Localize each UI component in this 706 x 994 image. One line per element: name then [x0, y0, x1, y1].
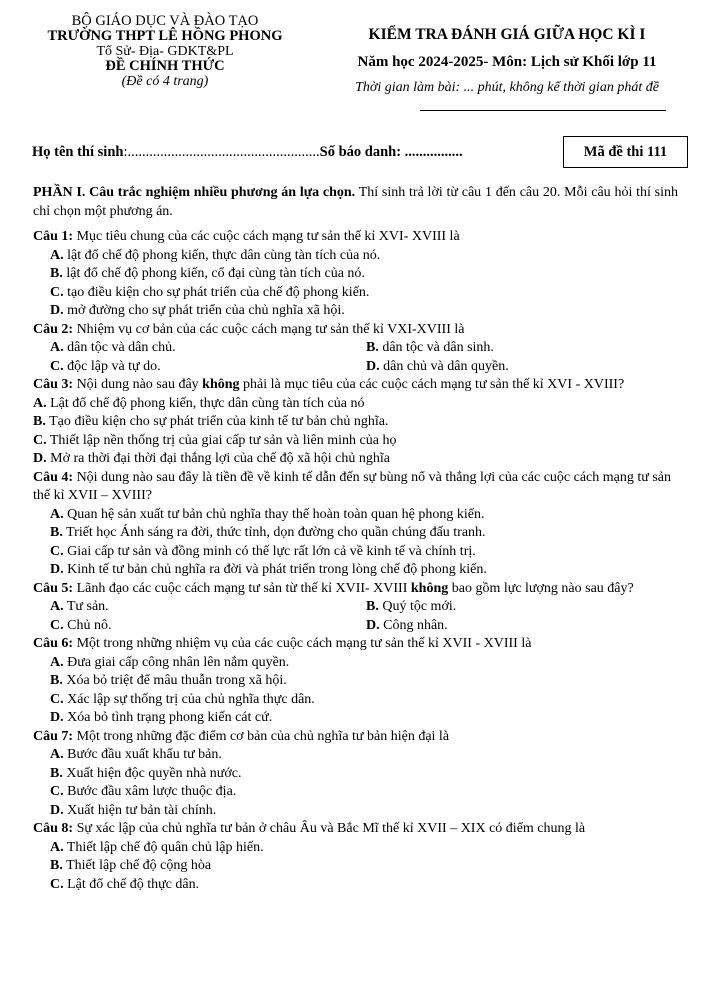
option-b: B. lật đổ chế độ phong kiến, cổ đại cùng tàn tích của nó. [50, 266, 365, 281]
part-instructions: Thí sinh trả lời từ câu 1 đến câu 20. Mỗi câu hỏi thí sinh chỉ chọn một phương án. [33, 185, 678, 219]
part-title: PHẦN I. Câu trắc nghiệm nhiều phương án lựa chọn. [33, 185, 356, 200]
question-3: Câu 3: Nội dung nào sau đây không phải là mục tiêu của các cuộc cách mạng tư sản thế kỉ XVI - XVIII? [33, 377, 625, 392]
option-c: C. Xác lập sự thống trị của chủ nghĩa thực dân. [50, 691, 315, 707]
official-label: ĐỀ CHÍNH THỨC [105, 58, 225, 74]
part-intro [33, 184, 678, 221]
question-number: Câu 7: [33, 728, 74, 744]
option-d: D. Xuất hiện tư bản tài chính. [50, 802, 217, 818]
header-left [20, 14, 310, 89]
question-text: Một trong những đặc điểm cơ bản của chủ nghĩa tư bản hiện đại là [73, 728, 450, 744]
option-d: D. Mở ra thời đại thời đại thắng lợi của chế độ xã hội chủ nghĩa [33, 451, 390, 466]
option-a: A. lật đổ chế độ phong kiến, thực dân cùng tàn tích của nó. [50, 247, 381, 263]
option-a: A. Bước đầu xuất khẩu tư bản. [50, 747, 222, 762]
question-7 [33, 728, 678, 747]
question-number: Câu 6: [33, 636, 74, 651]
question-2 [33, 321, 678, 340]
header-right [322, 24, 692, 99]
option-d: D. dân chủ và dân quyền. [366, 358, 509, 374]
option-a: A. Tư sản. [50, 599, 109, 614]
option-d: D. Công nhân. [366, 617, 448, 633]
question-text: Nội dung nào sau đây là tiền đề về kinh tế dẫn đến sự bùng nổ và thắng lợi của các cuộc cách mạng tư sản thế kỉ XVII – XVIII? [33, 469, 672, 503]
option-a: A. Thiết lập chế độ quân chủ lập hiến. [50, 839, 264, 855]
id-label: Số báo danh: [319, 144, 402, 160]
question-text: Mục tiêu chung của các cuộc cách mạng tư sản thế kỉ XVI- XVIII là [73, 229, 460, 244]
option-d: D. mở đường cho sự phát triển của chủ nghĩa xã hội. [50, 303, 345, 318]
negation-keyword: không [202, 377, 240, 392]
option-row [33, 358, 678, 377]
option-d: D. Xóa bỏ tình trạng phong kiến cát cứ. [50, 710, 273, 725]
option-a: A. dân tộc và dân chủ. [50, 340, 176, 355]
option-c: C. Lật đổ chế độ thực dân. [50, 876, 200, 892]
question-text: Một trong những nhiệm vụ của các cuộc cách mạng tư sản thế kỉ XVII - XVIII là [73, 636, 532, 651]
negation-keyword: không [410, 580, 449, 596]
question-8 [33, 820, 678, 839]
option-c: C. Giai cấp tư sản và đồng minh có thế lực rất lớn cả về kinh tế và chính trị. [50, 543, 476, 559]
question-6 [33, 635, 678, 654]
question-number: Câu 3: [33, 377, 74, 392]
student-info [32, 144, 463, 161]
option-row [33, 339, 678, 358]
option-b: B. Quý tộc mới. [366, 599, 457, 614]
option-a: A. Đưa giai cấp công nhân lên nắm quyền. [50, 654, 290, 670]
pages-note: (Đề có 4 trang) [121, 74, 209, 89]
question-number: Câu 4: [33, 469, 74, 485]
option-b: B. Xuất hiện độc quyền nhà nước. [50, 765, 242, 781]
header-divider [420, 110, 666, 111]
option-a: A. Lật đổ chế độ phong kiến, thực dân cùng tàn tích của nó [33, 395, 365, 411]
question-text: Sự xác lập của chủ nghĩa tư bản ở châu Âu và Bắc Mĩ thế kỉ XVII – XIX có điểm chung là [73, 821, 586, 836]
option-c: C. Bước đầu xâm lược thuộc địa. [50, 784, 237, 799]
option-b: B. Xóa bỏ triệt để mâu thuẫn trong xã hội. [50, 673, 287, 688]
option-b: B. Tạo điều kiện cho sự phát triển của kinh tế tư bản chủ nghĩa. [33, 414, 389, 429]
question-number: Câu 1: [33, 229, 74, 244]
question-number: Câu 8: [33, 821, 74, 836]
department-name: Tổ Sử- Địa- GDKT&PL [96, 44, 234, 59]
exam-code-box: Mã đề thi 111 [563, 136, 688, 168]
option-b: B. Thiết lập chế độ cộng hòa [50, 858, 212, 873]
option-b: B. dân tộc và dân sinh. [366, 340, 494, 355]
year-subject: Năm học 2024-2025- Môn: Lịch sử Khối lớp 11 [357, 54, 657, 70]
name-label: Họ tên thí sinh [32, 144, 124, 160]
option-c: C. độc lập và tự do. [50, 358, 161, 374]
question-number: Câu 5: [33, 580, 74, 596]
option-c: C. tạo điều kiện cho sự phát triển của chế độ phong kiến. [50, 284, 370, 300]
question-4 [33, 469, 678, 506]
exam-title: KIỂM TRA ĐÁNH GIÁ GIỮA HỌC KÌ I [368, 26, 646, 43]
id-field: ................ [401, 144, 463, 160]
school-name: TRƯỜNG THPT LÊ HỒNG PHONG [47, 28, 283, 44]
name-field: :..................................................... [123, 144, 320, 160]
option-row [33, 598, 678, 617]
question-number: Câu 2: [33, 321, 74, 337]
ministry-name: BỘ GIÁO DỤC VÀ ĐÀO TẠO [71, 13, 259, 29]
option-row [33, 617, 678, 636]
option-b: B. Triết học Ánh sáng ra đời, thức tỉnh, dọn đường cho quần chúng đấu tranh. [50, 525, 486, 540]
question-1 [33, 228, 678, 247]
question-5: Câu 5: Lãnh đạo các cuộc cách mạng tư sản từ thế kỉ XVII- XVIII không bao gồm lực lượng nào sau đây? [33, 580, 634, 596]
option-c: C. Thiết lập nền thống trị của giai cấp tư sản và liên minh của họ [33, 432, 397, 448]
exam-content [33, 184, 678, 894]
option-a: A. Quan hệ sản xuất tư bản chủ nghĩa thay thế hoàn toàn quan hệ phong kiến. [50, 506, 485, 522]
option-c: C. Chủ nô. [50, 617, 112, 633]
time-note: Thời gian làm bài: ... phút, không kể thời gian phát đề [355, 80, 659, 95]
question-text: Nhiệm vụ cơ bản của các cuộc cách mạng tư sản thế kỉ VXI-XVIII là [73, 321, 465, 337]
option-d: D. Kinh tế tư bản chủ nghĩa ra đời và phát triển trong lòng chế độ phong kiến. [50, 562, 487, 577]
